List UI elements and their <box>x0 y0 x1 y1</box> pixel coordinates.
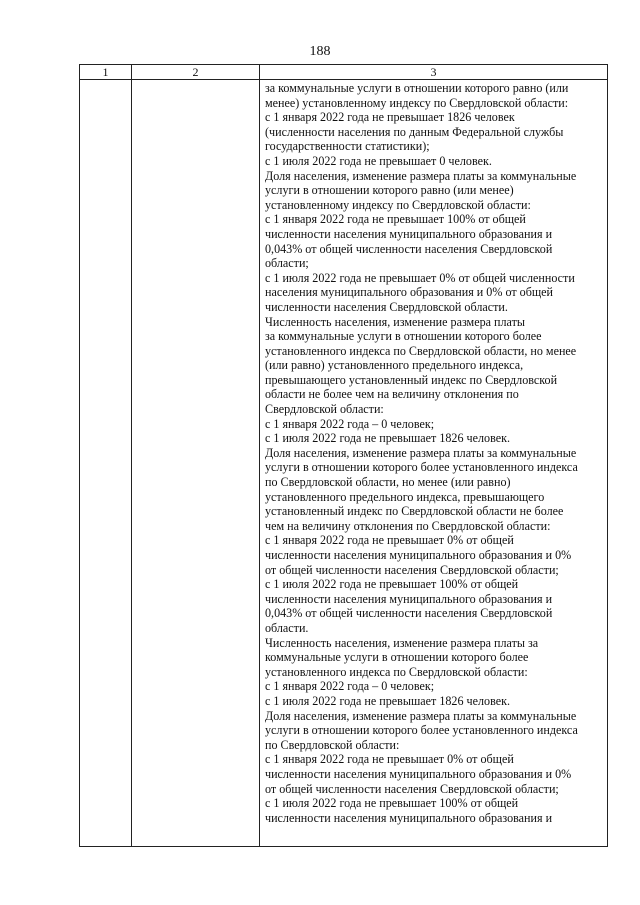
text-line: Численность населения, изменение размера платы за <box>265 635 539 650</box>
text-line: от общей численности населения Свердловской области; <box>265 781 559 796</box>
text-line: с 1 июля 2022 года не превышает 1826 человек. <box>265 431 510 446</box>
text-line: от общей численности населения Свердловской области; <box>265 562 559 577</box>
text-line: населения муниципального образования и 0% от общей <box>265 285 553 300</box>
text-line: с 1 июля 2022 года не превышает 1826 человек. <box>265 693 510 708</box>
text-line: с 1 января 2022 года не превышает 100% от общей <box>265 212 526 227</box>
cell-column-2 <box>132 80 260 847</box>
text-line: Доля населения, изменение размера платы за коммунальные <box>265 708 577 723</box>
text-line: по Свердловской области, но менее (или равно) <box>265 475 511 490</box>
table-header-row <box>80 65 608 80</box>
text-line: с 1 июля 2022 года не превышает 0 человек. <box>265 153 492 168</box>
text-line: с 1 января 2022 года не превышает 0% от общей <box>265 533 514 548</box>
text-line: установленному индексу по Свердловской области: <box>265 197 531 212</box>
text-line: с 1 января 2022 года – 0 человек; <box>265 416 435 431</box>
text-line: (численности населения по данным Федеральной службы <box>265 124 564 139</box>
text-line: государственности статистики); <box>265 139 430 154</box>
page-number: 188 <box>309 44 331 59</box>
text-line: численности населения муниципального образования и <box>265 226 553 241</box>
text-line: с 1 января 2022 года не превышает 1826 человек <box>265 110 515 125</box>
text-line: области не более чем на величину отклонения по <box>265 387 519 402</box>
text-line: чем на величину отклонения по Свердловской области: <box>265 518 551 533</box>
text-line: установленный индекс по Свердловской области не более <box>265 504 564 519</box>
text-line: Численность населения, изменение размера платы <box>265 314 525 329</box>
text-line: менее) установленному индексу по Свердловской области: <box>265 95 569 110</box>
text-line: 0,043% от общей численности населения Свердловской <box>265 606 553 621</box>
text-line: Доля населения, изменение размера платы за коммунальные <box>265 445 577 460</box>
text-line: установленного предельного индекса, превышающего <box>265 489 545 504</box>
cell-column-1 <box>80 80 132 847</box>
column-3-text <box>260 80 607 825</box>
text-line: Доля населения, изменение размера платы за коммунальные <box>265 168 577 183</box>
text-line: (или равно) установленного предельного индекса, <box>265 358 524 373</box>
text-line: области. <box>265 620 309 635</box>
text-line: численности населения Свердловской области. <box>265 299 508 314</box>
text-line: по Свердловской области: <box>265 737 400 752</box>
text-line: области; <box>265 256 309 271</box>
document-table <box>79 64 608 847</box>
text-line: установленного индекса по Свердловской области, но менее <box>265 343 577 358</box>
text-line: услуги в отношении которого равно (или менее) <box>265 183 514 198</box>
column-header-2: 2 <box>132 65 260 80</box>
text-line: с 1 июля 2022 года не превышает 100% от общей <box>265 796 519 811</box>
text-line: численности населения муниципального образования и 0% <box>265 766 572 781</box>
text-line: численности населения муниципального образования и 0% <box>265 548 572 562</box>
text-line: установленного индекса по Свердловской области: <box>265 664 528 679</box>
text-line: услуги в отношении которого более установленного индекса <box>265 723 578 738</box>
column-header-3: 3 <box>260 65 608 80</box>
text-line: за коммунальные услуги в отношении которого более <box>265 329 542 344</box>
cell-column-3 <box>260 80 608 847</box>
table-row <box>80 80 608 847</box>
text-line: услуги в отношении которого более установленного индекса <box>265 460 578 475</box>
column-header-1: 1 <box>80 65 132 80</box>
text-line: Свердловской области: <box>265 402 384 417</box>
text-line: за коммунальные услуги в отношении которого равно (или <box>265 81 569 95</box>
text-line: численности населения муниципального образования и <box>265 810 553 825</box>
text-line: с 1 января 2022 года – 0 человек; <box>265 679 435 694</box>
text-line: 0,043% от общей численности населения Свердловской <box>265 241 553 256</box>
text-line: с 1 июля 2022 года не превышает 100% от общей <box>265 577 519 592</box>
text-line: коммунальные услуги в отношении которого более <box>265 650 529 665</box>
text-line: с 1 июля 2022 года не превышает 0% от общей численности <box>265 270 575 285</box>
text-line: численности населения муниципального образования и <box>265 591 553 606</box>
text-line: с 1 января 2022 года не превышает 0% от общей <box>265 752 514 767</box>
text-line: превышающего установленный индекс по Свердловской <box>265 372 558 387</box>
